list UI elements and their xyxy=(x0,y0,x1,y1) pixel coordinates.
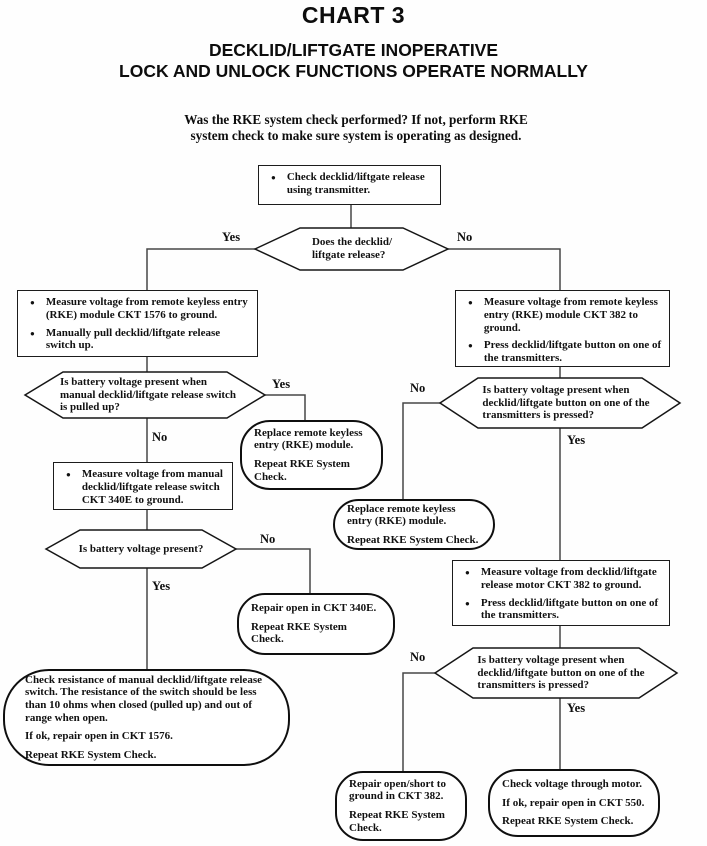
label-d2-no: No xyxy=(152,430,168,444)
bullet-icon: ● xyxy=(465,568,470,577)
bullet-text: Measure voltage from manual decklid/liftgate release switch CKT 340E to ground. xyxy=(81,468,223,506)
edge-d5-no xyxy=(403,673,435,771)
bullet-item xyxy=(28,296,251,322)
d3-line1: Is battery voltage present? xyxy=(78,542,204,555)
label-d4-yes: Yes xyxy=(567,433,586,447)
decision-d2-text xyxy=(48,372,248,418)
d4-line2: decklid/liftgate button on one of the xyxy=(482,396,650,409)
bullet-item xyxy=(466,339,663,365)
d2-line2: manual decklid/liftgate release switch xyxy=(59,388,237,401)
terminal-repair-382 xyxy=(335,771,467,841)
label-d4-no: No xyxy=(410,381,426,395)
intro-note xyxy=(160,112,552,144)
bullet-icon: ● xyxy=(468,341,473,351)
terminal-text: Repeat RKE System Check. xyxy=(251,620,347,646)
label-d2-yes: Yes xyxy=(272,377,291,391)
terminal-repair-340e xyxy=(237,593,395,655)
label-d3-no: No xyxy=(260,532,276,546)
bullet-item xyxy=(466,296,663,334)
label-d3-yes: Yes xyxy=(152,579,171,593)
terminal-text: Replace remote keyless entry (RKE) module. xyxy=(347,502,456,528)
edge-d1-no xyxy=(448,249,560,290)
bullet-text: Press decklid/liftgate button on one of the transmitters. xyxy=(480,596,659,622)
label-d1-no: No xyxy=(457,230,473,244)
bullet-item xyxy=(269,171,434,197)
terminal-replace-rke-mid xyxy=(333,499,495,550)
terminal-text: Repeat RKE System Check. xyxy=(254,458,350,483)
terminal-text: Check voltage through motor. xyxy=(502,778,642,791)
d5-line1: Is battery voltage present when xyxy=(477,653,625,666)
bullet-icon: ● xyxy=(30,298,35,307)
edge-d4-no xyxy=(403,403,440,499)
d2-line1: Is battery voltage present when xyxy=(59,375,208,388)
bullet-icon: ● xyxy=(30,328,35,338)
terminal-text: If ok, repair open in CKT 550. xyxy=(502,796,645,809)
d4-line3: transmitters is pressed? xyxy=(482,409,595,422)
bullet-item xyxy=(463,566,663,592)
edge-d1-yes xyxy=(147,249,255,290)
page-subtitle xyxy=(0,40,707,81)
process-measure-ckt1576 xyxy=(17,290,258,357)
terminal-check-motor xyxy=(488,769,660,837)
edge-d2-yes xyxy=(265,395,305,420)
label-d1-yes: Yes xyxy=(222,230,241,244)
process-measure-ckt382 xyxy=(455,290,670,367)
decision-d5-text xyxy=(463,648,659,698)
label-d5-no: No xyxy=(410,650,426,664)
page-title: CHART 3 xyxy=(301,2,406,28)
bullet-icon: ● xyxy=(66,470,71,479)
process-check-release xyxy=(258,165,441,205)
bullet-item xyxy=(64,468,226,506)
terminal-text: If ok, repair open in CKT 1576. xyxy=(25,730,173,743)
bullet-text: Check decklid/liftgate release using transmitter. xyxy=(286,171,425,196)
edge-d3-no xyxy=(236,549,310,593)
terminal-text: Repair open in CKT 340E. xyxy=(251,602,377,615)
terminal-text: Repeat RKE System Check. xyxy=(502,815,634,828)
d4-line1: Is battery voltage present when xyxy=(482,383,630,396)
decision-d1-text xyxy=(278,228,426,270)
bullet-item xyxy=(463,597,663,623)
decision-d4-text xyxy=(468,378,664,428)
bullet-text: Measure voltage from remote keyless entry (RKE) module CKT 1576 to ground. xyxy=(45,296,248,321)
terminal-text: Replace remote keyless entry (RKE) module. xyxy=(254,426,363,452)
process-measure-ckt340e xyxy=(53,462,233,510)
bullet-icon: ● xyxy=(465,598,470,608)
terminal-check-resistance xyxy=(3,669,290,766)
terminal-text: Repeat RKE System Check. xyxy=(25,748,157,761)
terminal-text: Repair open/short to ground in CKT 382. xyxy=(349,777,446,803)
terminal-replace-rke-left xyxy=(240,420,383,490)
d5-line2: decklid/liftgate button on one of the xyxy=(477,666,645,679)
bullet-icon: ● xyxy=(468,298,473,307)
process-measure-motor-ckt382 xyxy=(452,560,670,626)
label-d5-yes: Yes xyxy=(567,701,586,715)
d5-line3: transmitters is pressed? xyxy=(477,679,590,692)
bullet-text: Measure voltage from remote keyless entry (RKE) module CKT 382 to ground. xyxy=(483,296,658,334)
terminal-text: Repeat RKE System Check. xyxy=(347,533,479,546)
intro-line2: system check to make sure system is operating as designed. xyxy=(190,128,522,144)
d1-line2: liftgate release? xyxy=(311,249,386,261)
bullet-icon: ● xyxy=(271,173,276,182)
terminal-text: Check resistance of manual decklid/liftgate release switch. The resistance of the switch should be less than 10 ohms when closed (pulled up) and out of range when open. xyxy=(25,673,262,724)
bullet-text: Measure voltage from decklid/liftgate release motor CKT 382 to ground. xyxy=(480,566,657,591)
bullet-text: Manually pull decklid/liftgate release switch up. xyxy=(45,326,221,352)
decision-d3-text xyxy=(60,530,222,568)
d2-line3: is pulled up? xyxy=(59,401,120,414)
bullet-item xyxy=(28,327,251,353)
d1-line1: Does the decklid/ xyxy=(311,236,393,249)
intro-line1: Was the RKE system check performed? If not, perform RKE xyxy=(184,112,528,127)
terminal-text: Repeat RKE System Check. xyxy=(349,809,445,834)
subtitle-line2: LOCK AND UNLOCK FUNCTIONS OPERATE NORMALLY xyxy=(119,60,588,81)
subtitle-line1: DECKLID/LIFTGATE INOPERATIVE xyxy=(208,40,499,60)
bullet-text: Press decklid/liftgate button on one of the transmitters. xyxy=(483,339,662,364)
